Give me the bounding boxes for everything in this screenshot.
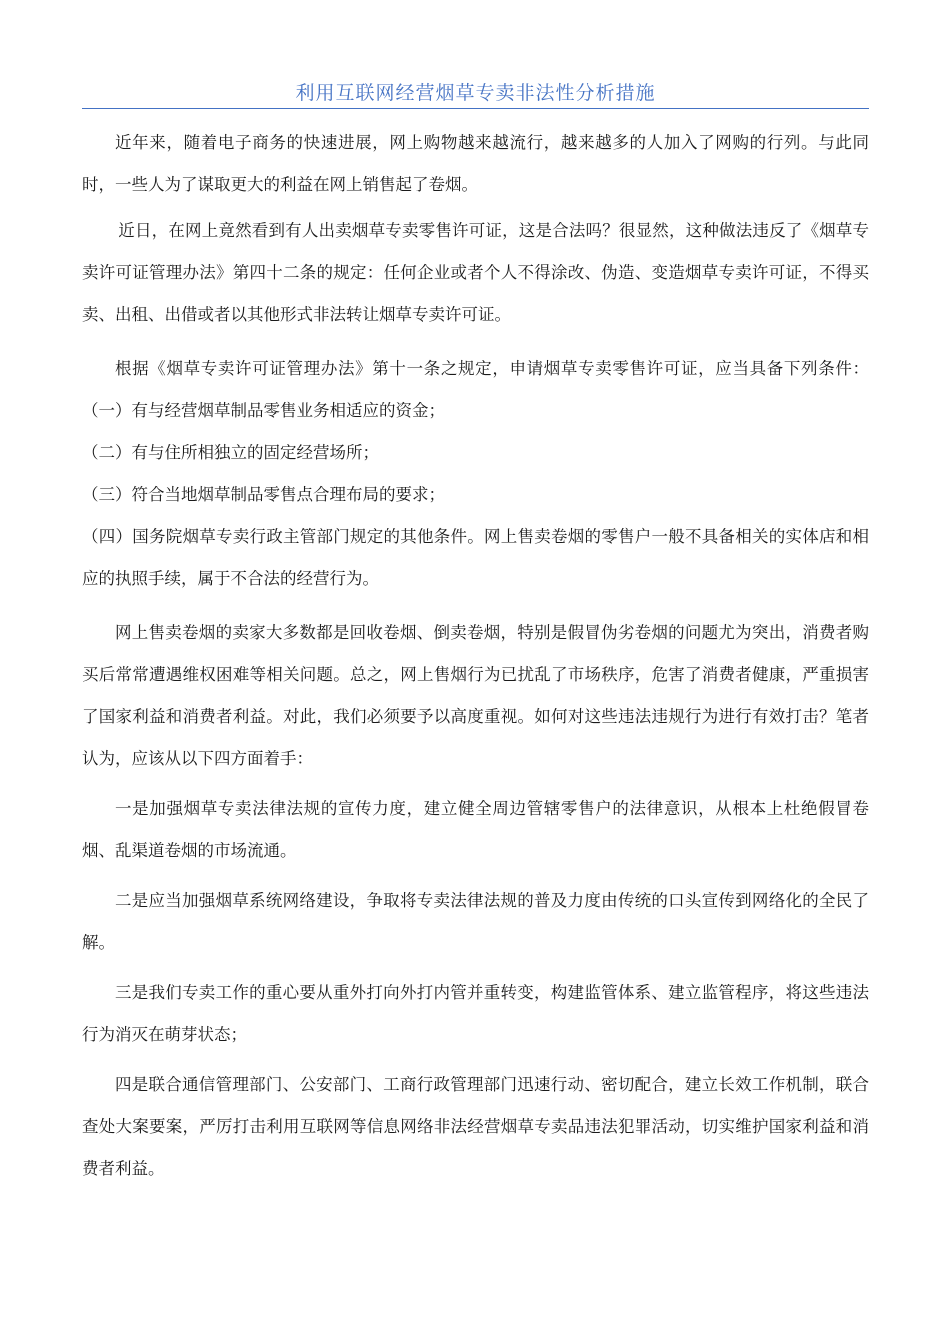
paragraph-1: 近年来，随着电子商务的快速进展，网上购物越来越流行，越来越多的人加入了网购的行列。与此同时，一些人为了谋取更大的利益在网上销售起了卷烟。: [82, 133, 869, 194]
paragraph-11: 四是联合通信管理部门、公安部门、工商行政管理部门迅速行动、密切配合，建立长效工作机制，联合查处大案要案，严厉打击利用互联网等信息网络非法经营烟草专卖品违法犯罪活动，切实维护国家利益和消费者利益。: [82, 1075, 869, 1178]
paragraph-7: 网上售卖卷烟的卖家大多数都是回收卷烟、倒卖卷烟，特别是假冒伪劣卷烟的问题尤为突出，消费者购买后常常遭遇维权困难等相关问题。总之，网上售烟行为已扰乱了市场秩序，危害了消费者健康，严重损害了国家利益和消费者利益。对此，我们必须要予以高度重视。如何对这些违法违规行为进行有效打击？笔者认为，应该从以下四方面着手：: [82, 623, 869, 768]
paragraph-6: （四）国务院烟草专卖行政主管部门规定的其他条件。网上售卖卷烟的零售户一般不具备相关的实体店和相应的执照手续，属于不合法的经营行为。: [82, 527, 869, 588]
paragraph-4: （二）有与住所相独立的固定经营场所；: [82, 443, 379, 462]
paragraph-9: 二是应当加强烟草系统网络建设，争取将专卖法律法规的普及力度由传统的口头宣传到网络化的全民了解。: [82, 891, 869, 952]
paragraph-5: （三）符合当地烟草制品零售点合理布局的要求；: [82, 485, 445, 504]
paragraph-3: 根据《烟草专卖许可证管理办法》第十一条之规定，申请烟草专卖零售许可证，应当具备下列条件：（一）有与经营烟草制品零售业务相适应的资金；: [82, 359, 869, 420]
paragraph-10: 三是我们专卖工作的重心要从重外打向外打内管并重转变，构建监管体系、建立监管程序，将这些违法行为消灭在萌芽状态；: [82, 983, 869, 1044]
paragraph-8: 一是加强烟草专卖法律法规的宣传力度，建立健全周边管辖零售户的法律意识，从根本上杜绝假冒卷烟、乱渠道卷烟的市场流通。: [82, 799, 869, 860]
header-divider: [82, 108, 869, 109]
document-body: [82, 122, 869, 1190]
paragraph-2: 近日，在网上竟然看到有人出卖烟草专卖零售许可证，这是合法吗？很显然，这种做法违反了《烟草专卖许可证管理办法》第四十二条的规定：任何企业或者个人不得涂改、伪造、变造烟草专卖许可证，不得买卖、出租、出借或者以其他形式非法转让烟草专卖许可证。: [82, 221, 869, 324]
document-header-title: 利用互联网经营烟草专卖非法性分析措施: [295, 82, 656, 104]
